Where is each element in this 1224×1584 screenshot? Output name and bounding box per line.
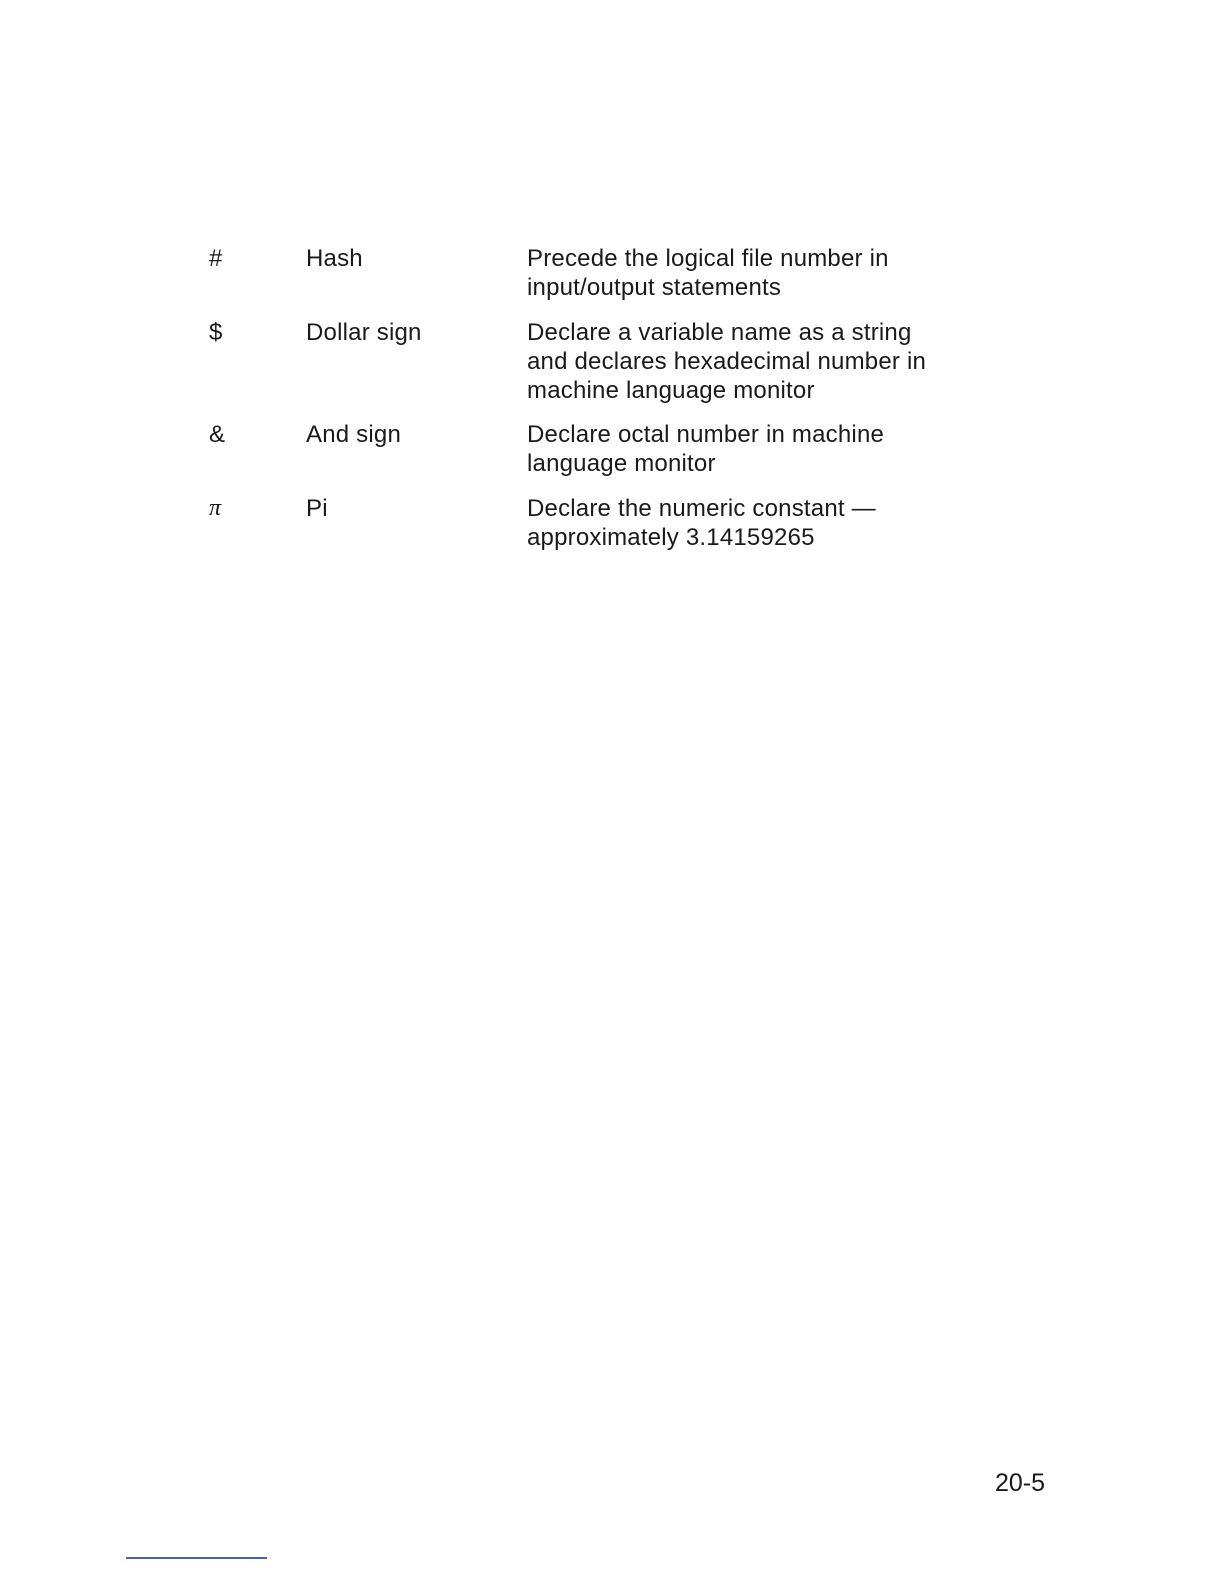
symbol-description [527, 244, 889, 302]
symbol-glyph: π [209, 495, 222, 521]
description-line: and declares hexadecimal number in [527, 348, 927, 375]
symbol-description [527, 420, 884, 478]
symbol-description [527, 318, 926, 405]
description-line: Precede the logical file number in [527, 245, 889, 272]
description-line: machine language monitor [527, 377, 815, 404]
symbol-name: Hash [306, 245, 363, 272]
symbol-glyph: $ [209, 319, 223, 346]
symbol-glyph: # [209, 245, 223, 272]
page-number: 20-5 [995, 1469, 1046, 1497]
symbol-glyph: & [209, 421, 226, 448]
symbol-name: And sign [306, 421, 401, 448]
description-line: Declare a variable name as a string [527, 319, 912, 346]
symbol-description [527, 494, 876, 552]
symbol-name: Pi [306, 495, 328, 522]
description-line: Declare octal number in machine [527, 421, 885, 448]
description-line: Declare the numeric constant — [527, 495, 876, 522]
footer-rule [126, 1557, 267, 1559]
description-line: language monitor [527, 450, 716, 477]
description-line: approximately 3.14159265 [527, 524, 815, 551]
description-line: input/output statements [527, 274, 782, 301]
symbol-name: Dollar sign [306, 319, 422, 346]
